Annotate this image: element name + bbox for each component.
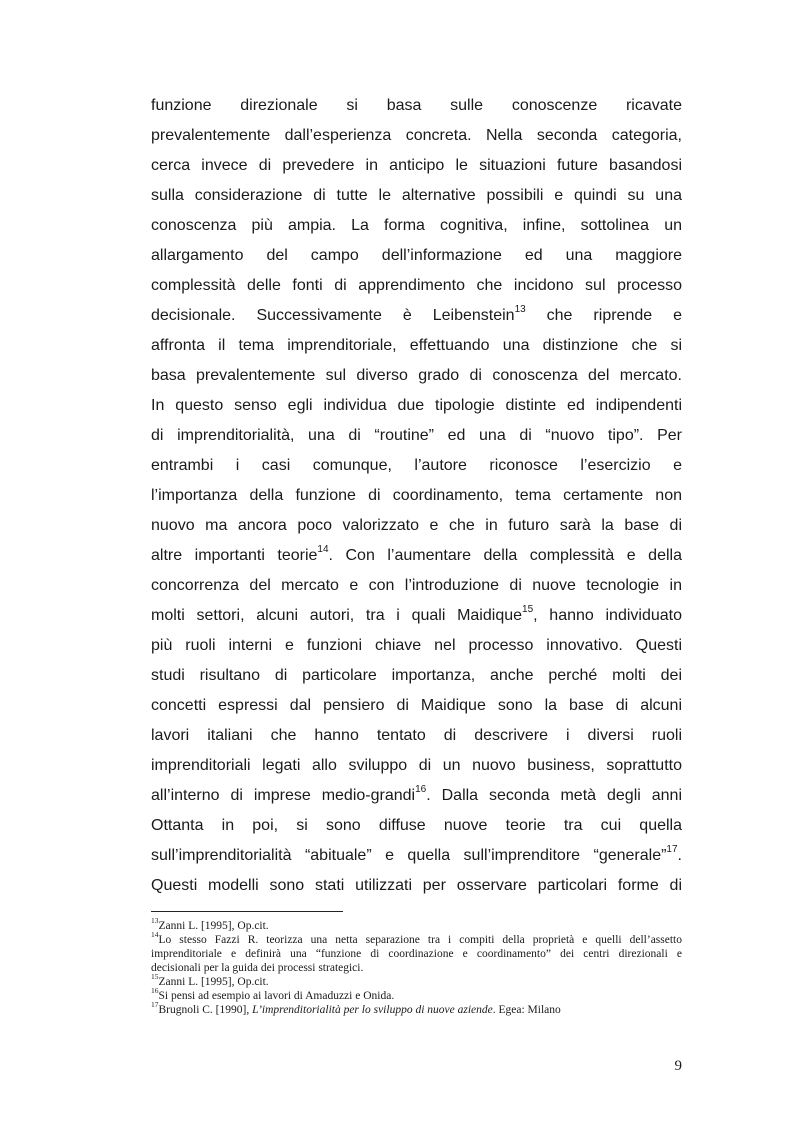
body-line-text: che riprende e bbox=[525, 307, 682, 324]
body-line: studi risultano di particolare importanza, anche perché molti dei bbox=[151, 667, 682, 684]
footnote-number: 13 bbox=[151, 916, 159, 926]
body-line bbox=[151, 781, 682, 811]
footnote-17 bbox=[151, 1000, 682, 1017]
body-line: cerca invece di prevedere in anticipo le situazioni future basandosi bbox=[151, 157, 682, 174]
body-line-text: sull’imprenditorialità “abituale” e quella sull’imprenditore “generale” bbox=[151, 847, 667, 864]
body-line: Ottanta in poi, si sono diffuse nuove teorie tra cui quella bbox=[151, 817, 682, 834]
footnote-text: Lo stesso Fazzi R. teorizza una netta separazione tra i compiti della proprietà e quelli dell’assetto bbox=[158, 934, 682, 946]
body-line-text: . bbox=[677, 847, 682, 864]
footnote-ref[interactable]: 16 bbox=[415, 783, 427, 795]
footnote-number: 15 bbox=[151, 972, 159, 982]
footnote-number: 16 bbox=[151, 986, 159, 996]
body-line: concorrenza del mercato e con l’introduzione di nuove tecnologie in bbox=[151, 577, 682, 594]
body-line-text: , hanno individuato bbox=[533, 607, 682, 624]
body-line-text: . Dalla seconda metà degli anni bbox=[426, 787, 682, 804]
body-line: l’importanza della funzione di coordinamento, tema certamente non bbox=[151, 487, 682, 504]
body-line: complessità delle fonti di apprendimento che incidono sul processo bbox=[151, 277, 682, 294]
body-line: di imprenditorialità, una di “routine” ed una di “nuovo tipo”. Per bbox=[151, 427, 682, 444]
body-line-text: decisionale. Successivamente è Leibenstein bbox=[151, 307, 515, 324]
body-line: concetti espressi dal pensiero di Maidique sono la base di alcuni bbox=[151, 697, 682, 714]
footnote-text: Brugnoli C. [1990], bbox=[158, 1004, 253, 1016]
footnote-line: decisionali per la guida dei processi strategici. bbox=[151, 962, 364, 974]
footnote-text: Si pensi ad esempio ai lavori di Amaduzzi e Onida. bbox=[158, 990, 395, 1002]
footnote-text: Zanni L. [1995], Op.cit. bbox=[158, 920, 269, 932]
footnote-14 bbox=[151, 930, 682, 975]
footnote-ref[interactable]: 15 bbox=[522, 603, 534, 615]
body-line bbox=[151, 301, 682, 331]
body-line bbox=[151, 841, 682, 871]
body-line: allargamento del campo dell’informazione ed una maggiore bbox=[151, 247, 682, 264]
body-line: entrambi i casi comunque, l’autore riconosce l’esercizio e bbox=[151, 457, 682, 474]
footnote-ref[interactable]: 14 bbox=[317, 543, 329, 555]
body-line: più ruoli interni e funzioni chiave nel processo innovativo. Questi bbox=[151, 637, 682, 654]
footnote-separator bbox=[151, 911, 343, 912]
body-line-text: . Con l’aumentare della complessità e della bbox=[328, 547, 682, 564]
body-line: funzione direzionale si basa sulle conoscenze ricavate bbox=[151, 97, 682, 114]
body-line bbox=[151, 601, 682, 631]
footnote-ref[interactable]: 13 bbox=[514, 303, 526, 315]
body-line: lavori italiani che hanno tentato di descrivere i diversi ruoli bbox=[151, 727, 682, 744]
footnote-number: 17 bbox=[151, 1000, 159, 1010]
body-line-text: all’interno di imprese medio-grandi bbox=[151, 787, 416, 804]
footnote-line: imprenditoriale e definirà una “funzione di coordinazione e coordinamento” dei centri direzionali e bbox=[151, 948, 682, 960]
body-line: In questo senso egli individua due tipologie distinte ed indipendenti bbox=[151, 397, 682, 414]
footnote-title: L’imprenditorialità per lo sviluppo di nuove aziende bbox=[252, 1004, 493, 1016]
body-line: nuovo ma ancora poco valorizzato e che in futuro sarà la base di bbox=[151, 517, 682, 534]
body-line: conoscenza più ampia. La forma cognitiva, infine, sottolinea un bbox=[151, 217, 682, 234]
body-line: affronta il tema imprenditoriale, effettuando una distinzione che si bbox=[151, 337, 682, 354]
footnote-ref[interactable]: 17 bbox=[666, 843, 678, 855]
footnote-number: 14 bbox=[151, 930, 159, 940]
body-line: prevalentemente dall’esperienza concreta. Nella seconda categoria, bbox=[151, 127, 682, 144]
body-line-text: altre importanti teorie bbox=[151, 547, 318, 564]
body-line: imprenditoriali legati allo sviluppo di un nuovo business, soprattutto bbox=[151, 757, 682, 774]
footnote-text: . Egea: Milano bbox=[492, 1004, 561, 1016]
body-line-text: molti settori, alcuni autori, tra i quali Maidique bbox=[151, 607, 523, 624]
body-line bbox=[151, 541, 682, 571]
footnote-text: Zanni L. [1995], Op.cit. bbox=[158, 976, 269, 988]
footnote-16 bbox=[151, 986, 682, 1003]
body-line: basa prevalentemente sul diverso grado di conoscenza del mercato. bbox=[151, 367, 682, 384]
footnote-15 bbox=[151, 972, 682, 989]
body-text bbox=[151, 91, 682, 901]
footnotes bbox=[151, 916, 682, 1017]
body-line: Questi modelli sono stati utilizzati per osservare particolari forme di bbox=[151, 877, 682, 894]
footnote-13 bbox=[151, 916, 682, 933]
body-line: sulla considerazione di tutte le alternative possibili e quindi su una bbox=[151, 187, 682, 204]
footnote-line bbox=[151, 930, 682, 947]
page-number: 9 bbox=[674, 1058, 682, 1074]
